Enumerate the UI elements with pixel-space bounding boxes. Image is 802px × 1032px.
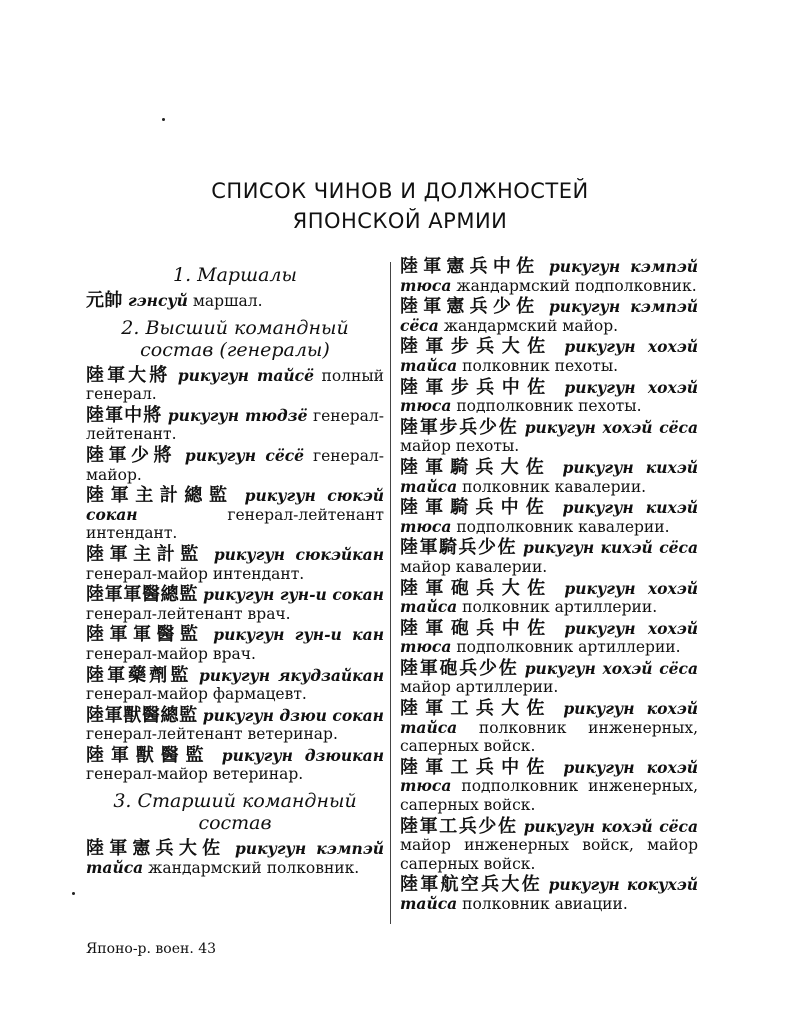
entry-romaji: рикугун хохэй тюса (400, 618, 698, 657)
left-column (86, 258, 384, 880)
entry-romaji: рикугун якудзайкан (198, 665, 385, 685)
section3-line-1: 3. Старший командный (113, 790, 357, 813)
entry-kanji: 陸軍步兵大佐 (400, 336, 553, 358)
entry-translation: полковник кавалерии. (462, 477, 647, 496)
entry-kanji: 陸軍主計總監 (86, 485, 234, 507)
speck-mark (72, 892, 75, 895)
entry-kanji: 陸軍騎兵中佐 (400, 497, 551, 519)
entry-translation: подполковник кавалерии. (456, 517, 670, 536)
entry-romaji: рикугун дзюи сокан (202, 705, 384, 725)
rank-entry (86, 840, 384, 877)
entry-translation: полковник артиллерии. (462, 598, 658, 617)
entry-translation: генерал-майор интендант. (86, 564, 305, 583)
rank-entry (400, 456, 699, 496)
entry-kanji: 陸軍少將 (86, 444, 176, 466)
entry-romaji: рикугун хохэй сёса (524, 417, 699, 437)
entry-romaji: рикугун тайсё (177, 365, 314, 385)
page-signature: Японо-р. воен. 43 (86, 941, 217, 957)
rank-entry (400, 815, 698, 874)
rank-entry (86, 543, 384, 583)
rank-entry (400, 416, 699, 456)
rank-entry (400, 577, 698, 617)
entry-romaji: рикугун кихэй тюса (400, 498, 699, 536)
entry-kanji: 陸軍藥劑監 (86, 664, 192, 686)
entry-kanji: 陸軍獸醫總監 (86, 704, 198, 726)
entry-kanji: 陸軍中將 (86, 404, 163, 426)
rank-entry (86, 664, 385, 704)
entry-translation: жандармский подполковник. (456, 276, 697, 295)
rank-entry (400, 258, 698, 295)
rank-entry (86, 364, 385, 404)
entry-romaji: рикугун кокухэй тайса (400, 875, 698, 913)
rank-entry (400, 539, 698, 576)
entry-translation: генерал-майор ветеринар. (86, 765, 304, 784)
entry-romaji: рикугун кохэй сёса (523, 816, 698, 836)
entry-translation: генерал-майор. (86, 446, 385, 484)
entry-romaji: рикугун сёсё (184, 445, 305, 465)
entry-kanji: 陸軍砲兵大佐 (400, 577, 553, 599)
entry-romaji: рикугун кохэй тюса (400, 757, 699, 796)
entry-romaji: рикугун гун-и сокан (203, 585, 384, 605)
entry-romaji: рикугун сюкэй сокан (86, 486, 384, 524)
entry-romaji: рикугун кэмпэй сёса (400, 297, 698, 335)
page-title (180, 176, 620, 236)
entry-romaji: рикугун кихэй тайса (400, 457, 699, 496)
entry-translation: майор артиллерии. (400, 678, 559, 697)
entry-translation: генерал-майор фармацевт. (86, 685, 307, 704)
entry-translation: генерал-лейтенант ветеринар. (86, 725, 338, 744)
section1-list (86, 292, 384, 311)
entry-kanji: 陸軍憲兵大佐 (86, 838, 226, 860)
section-heading-generals (86, 317, 384, 361)
rank-entry (400, 756, 699, 815)
rank-entry (86, 292, 384, 311)
rank-entry (86, 704, 384, 744)
entry-translation: майор пехоты. (400, 437, 520, 456)
column-divider (390, 262, 391, 924)
entry-kanji: 陸軍軍醫總監 (86, 584, 198, 606)
section-heading-senior-staff (86, 790, 384, 834)
rank-entry (400, 700, 698, 756)
entry-kanji: 陸軍步兵中佐 (400, 376, 553, 398)
title-line-2: ЯПОНСКОЙ АРМИИ (292, 209, 508, 233)
entry-translation: полковник авиации. (462, 895, 628, 913)
entry-romaji: рикугун хохэй сёса (524, 658, 699, 678)
rank-entry (86, 626, 384, 663)
entry-kanji: 陸軍主計監 (86, 543, 204, 565)
rank-entry (86, 586, 384, 623)
section3-line-2: состав (198, 812, 272, 835)
rank-entry (400, 876, 698, 913)
rank-entry (86, 744, 384, 784)
rank-entry (86, 404, 384, 444)
entry-romaji: рикугун хохэй тайса (400, 337, 698, 375)
entry-translation: майор кавалерии. (400, 557, 548, 576)
entry-romaji: рикугун гун-и кан (213, 625, 385, 645)
entry-romaji: рикугун кэмпэй тюса (400, 257, 698, 295)
section-heading-marshals: 1. Маршалы (172, 264, 297, 286)
section3-list (86, 840, 384, 877)
entry-kanji: 陸軍工兵少佐 (400, 815, 518, 837)
entry-kanji: 陸軍砲兵中佐 (400, 617, 553, 639)
entry-translation: генерал-лейтенант интендант. (86, 505, 384, 543)
section2-list (86, 364, 385, 784)
right-column (400, 258, 698, 917)
entry-kanji: 陸軍步兵少佐 (400, 416, 519, 438)
title-line-1: СПИСОК ЧИНОВ И ДОЛЖНОСТЕЙ (211, 179, 589, 203)
entry-translation: полковник пехоты. (462, 356, 619, 375)
section2-line-2: состав (генералы) (140, 338, 330, 361)
entry-kanji: 陸軍工兵中佐 (400, 756, 552, 778)
entry-translation: генерал-лейтенант. (86, 406, 384, 444)
entry-romaji: рикугун кихэй сёса (522, 538, 698, 558)
entry-translation: полковник инженерных, саперных войск. (400, 718, 698, 756)
entry-translation: генерал-лейтенант врач. (86, 604, 291, 623)
entry-romaji: рикугун сюкэйкан (213, 544, 384, 564)
entry-translation: генерал-майор врач. (86, 644, 256, 663)
entry-translation: подполковник артиллерии. (456, 638, 681, 657)
rank-entry (400, 499, 698, 536)
entry-romaji: рикугун хохэй тайса (400, 578, 698, 617)
entry-kanji: 陸軍砲兵少佐 (400, 657, 519, 679)
rank-entry (400, 338, 698, 375)
entry-romaji: рикугун дзюикан (221, 745, 384, 765)
rank-entry (86, 444, 385, 484)
entry-translation: жандармский майор. (443, 316, 619, 335)
entry-romaji: рикугун кэмпэй тайса (86, 839, 384, 877)
entry-translation: подполковник пехоты. (456, 397, 642, 416)
entry-romaji: рикугун хохэй тюса (400, 377, 698, 416)
rank-entry (400, 657, 699, 697)
entry-romaji: рикугун тюдзё (167, 405, 308, 425)
rank-entry (400, 376, 698, 416)
entry-kanji: 元帥 (86, 290, 123, 311)
entry-kanji: 陸軍大將 (86, 364, 171, 386)
entry-translation: подполковник инженерных, саперных войск. (400, 777, 698, 815)
entry-romaji: рикугун кохэй тайса (400, 699, 699, 737)
entry-kanji: 陸軍航空兵大佐 (400, 874, 542, 896)
section2-line-1: 2. Высший командный (121, 316, 349, 339)
entry-kanji: 陸軍獸醫監 (86, 744, 211, 766)
rank-entry (400, 298, 698, 335)
entry-kanji: 陸軍憲兵中佐 (400, 256, 540, 277)
entry-translation: майор инженерных войск, майор саперных войск. (400, 836, 698, 873)
entry-kanji: 陸軍憲兵少佐 (400, 296, 540, 318)
entry-kanji: 陸軍軍醫監 (86, 624, 204, 646)
entry-translation: полный генерал. (86, 366, 385, 404)
speck-mark (162, 118, 165, 121)
entry-translation: маршал. (192, 292, 263, 310)
entry-kanji: 陸軍騎兵少佐 (400, 537, 518, 559)
entry-translation: жандармский полковник. (148, 858, 360, 877)
entry-kanji: 陸軍工兵大佐 (400, 698, 552, 720)
rank-entry (400, 617, 698, 657)
rank-entry (86, 487, 384, 543)
entry-kanji: 陸軍騎兵大佐 (400, 456, 551, 478)
entry-romaji: гэнсуй (127, 291, 188, 310)
